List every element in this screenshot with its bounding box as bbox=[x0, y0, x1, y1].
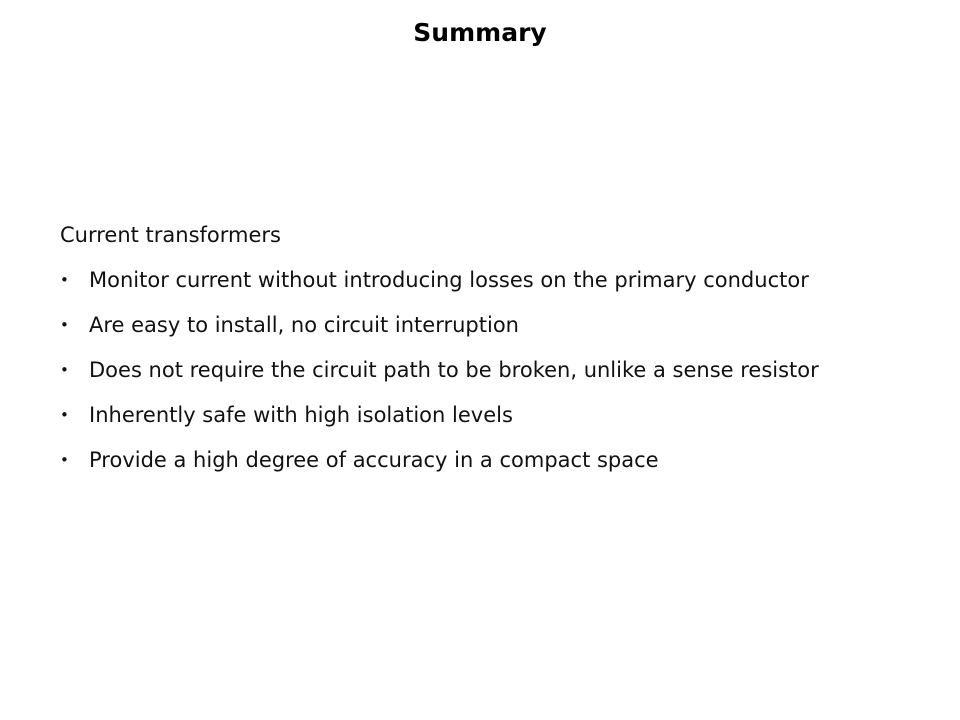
bullet-icon: • bbox=[60, 451, 69, 469]
bullet-list bbox=[60, 266, 860, 474]
bullet-icon: • bbox=[60, 361, 69, 379]
bullet-item bbox=[60, 311, 860, 339]
lead-text: Current transformers bbox=[60, 223, 281, 247]
bullet-text: Are easy to install, no circuit interruption bbox=[89, 313, 519, 337]
slide-content bbox=[60, 221, 860, 491]
bullet-icon: • bbox=[60, 316, 69, 334]
bullet-icon: • bbox=[60, 406, 69, 424]
bullet-text: Does not require the circuit path to be broken, unlike a sense resistor bbox=[89, 358, 819, 382]
bullet-text: Provide a high degree of accuracy in a compact space bbox=[89, 448, 659, 472]
bullet-item bbox=[60, 356, 860, 384]
bullet-item bbox=[60, 266, 860, 294]
bullet-text: Monitor current without introducing losses on the primary conductor bbox=[89, 268, 809, 292]
slide-title: Summary bbox=[413, 18, 547, 47]
bullet-item bbox=[60, 401, 860, 429]
bullet-text: Inherently safe with high isolation levels bbox=[89, 403, 513, 427]
bullet-icon: • bbox=[60, 271, 69, 289]
bullet-item bbox=[60, 446, 860, 474]
